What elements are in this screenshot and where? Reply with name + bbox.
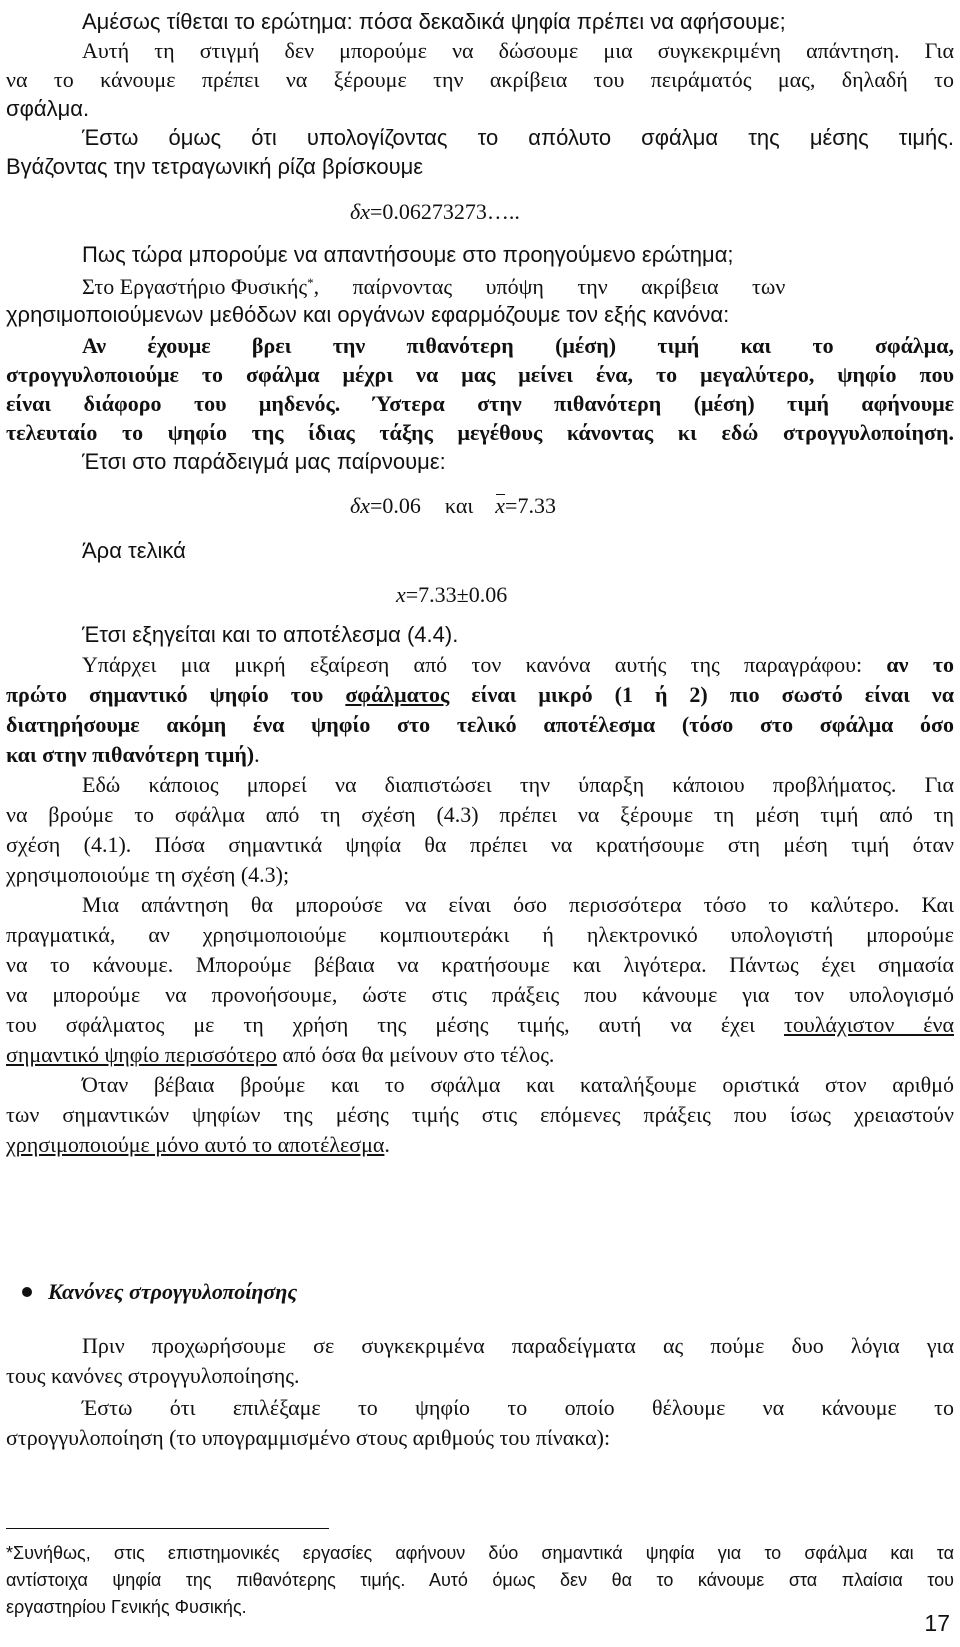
paragraph-line: Έστω ότι επιλέξαμε το ψηφίο το οποίο θέλουμε να κάνουμε το [82, 1395, 954, 1420]
paragraph-line: Έστω όμως ότι υπολογίζοντας το απόλυτο σφάλμα της μέσης τιμής. [82, 125, 954, 150]
paragraph-line: σφάλμα. [6, 96, 90, 121]
paragraph-line: Έτσι στο παράδειγμά μας παίρνουμε: [82, 449, 446, 474]
paragraph-line: Βγάζοντας την τετραγωνική ρίζα βρίσκουμε [6, 154, 424, 179]
bullet-icon [22, 1287, 32, 1297]
paragraph-line: σχέση (4.1). Πόσα σημαντικά ψηφία θα πρέπει να κρατήσουμε στη μέση τιμή όταν [6, 832, 954, 857]
paragraph-line: και στην πιθανότερη τιμή). [6, 742, 260, 767]
footnote-line: αντίστοιχα ψηφία της πιθανότερης τιμής. Αυτό όμως δεν θα το κάνουμε στα πλαίσια του [6, 1570, 954, 1590]
paragraph-line: χρησιμοποιούμε μόνο αυτό το αποτέλεσμα. [6, 1132, 390, 1157]
footnote-separator [6, 1528, 329, 1529]
paragraph-line: στρογγυλοποίηση (το υπογραμμισμένο στους αριθμούς του πίνακα): [6, 1425, 611, 1450]
page-number: 17 [924, 1610, 950, 1636]
footnote-line: εργαστηρίου Γενικής Φυσικής. [6, 1597, 247, 1617]
section-heading: Κανόνες στρογγυλοποίησης [48, 1279, 298, 1304]
paragraph-line: Όταν βέβαια βρούμε και το σφάλμα και καταλήξουμε οριστικά στον αριθμό [82, 1072, 954, 1097]
paragraph-line: πρώτο σημαντικό ψηφίο του σφάλματος είναι μικρό (1 ή 2) πιο σωστό είναι να [6, 682, 954, 707]
paragraph-line: Στο Εργαστήριο Φυσικής*, παίρνοντας υπόψη την ακρίβεια των [82, 274, 786, 299]
footnote-marker: * [307, 275, 314, 290]
rule-text-line: τελευταίο το ψηφίο της ίδιας τάξης μεγέθους κάνοντας κι εδώ στρογγυλοποίηση. [6, 420, 954, 445]
paragraph-line: σημαντικό ψηφίο περισσότερο από όσα θα μείνουν στο τέλος. [6, 1042, 555, 1067]
paragraph-line: πραγματικά, αν χρησιμοποιούμε κομπιουτεράκι ή ηλεκτρονικό υπολογιστή μπορούμε [6, 922, 954, 947]
paragraph-line: Άρα τελικά [82, 538, 186, 563]
footnote-line: *Συνήθως, στις επιστημονικές εργασίες αφήνουν δύο σημαντικά ψηφία για το σφάλμα και τα [6, 1543, 954, 1563]
paragraph-line: Έτσι εξηγείται και το αποτέλεσμα (4.4). [82, 622, 459, 647]
paragraph-line: των σημαντικών ψηφίων της μέσης τιμής στις επόμενες πράξεις που ίσως χρειαστούν [6, 1102, 954, 1127]
paragraph-line: χρησιμοποιούμε τη σχέση (4.3); [6, 862, 290, 887]
paragraph-line: Εδώ κάποιος μπορεί να διαπιστώσει την ύπαρξη κάποιου προβλήματος. Για [82, 772, 954, 797]
paragraph-line: διατηρήσουμε ακόμη ένα ψηφίο στο τελικό αποτέλεσμα (τόσο στο σφάλμα όσο [6, 712, 954, 737]
rule-text-line: στρογγυλοποιούμε το σφάλμα μέχρι να μας μείνει ένα, το μεγαλύτερο, ψηφίο που [6, 362, 954, 387]
rule-text-line: είναι διάφορο του μηδενός. Ύστερα στην πιθανότερη (μέση) τιμή αφήνουμε [6, 391, 954, 416]
paragraph-line: Αυτή τη στιγμή δεν μπορούμε να δώσουμε μια συγκεκριμένη απάντηση. Για [82, 38, 954, 63]
paragraph-line: τους κανόνες στρογγυλοποίησης. [6, 1363, 300, 1388]
paragraph-line: του σφάλματος με τη χρήση της μέσης τιμής, αυτή να έχει τουλάχιστον ένα [6, 1012, 954, 1037]
paragraph-line: Πως τώρα μπορούμε να απαντήσουμε στο προηγούμενο ερώτημα; [82, 242, 734, 267]
paragraph-line: να το κάνουμε πρέπει να ξέρουμε την ακρίβεια του πειράματός μας, δηλαδή το [6, 67, 954, 92]
paragraph-line: Πριν προχωρήσουμε σε συγκεκριμένα παραδείγματα ας πούμε δυο λόγια για [82, 1333, 954, 1358]
paragraph-line: να μπορούμε να προνοήσουμε, ώστε στις πράξεις που κάνουμε για τον υπολογισμό [6, 982, 954, 1007]
rule-text-line: Αν έχουμε βρει την πιθανότερη (μέση) τιμή και το σφάλμα, [82, 333, 954, 358]
paragraph-line: να το κάνουμε. Μπορούμε βέβαια να κρατήσουμε και λιγότερα. Πάντως έχει σημασία [6, 952, 954, 977]
paragraph-line: να βρούμε το σφάλμα από τη σχέση (4.3) πρέπει να ξέρουμε τη μέση τιμή από τη [6, 802, 954, 827]
paragraph-line: Αμέσως τίθεται το ερώτημα: πόσα δεκαδικά ψηφία πρέπει να αφήσουμε; [82, 9, 786, 34]
paragraph-line: Μια απάντηση θα μπορούσε να είναι όσο περισσότερα τόσο το καλύτερο. Και [82, 892, 954, 917]
equation-delta-x: δx=0.06273273….. [350, 199, 520, 224]
equation-delta-x-mean: δx=0.06 και x=7.33 [350, 493, 556, 518]
paragraph-line: χρησιμοποιούμενων μεθόδων και οργάνων εφαρμόζουμε τον εξής κανόνα: [6, 302, 730, 327]
paragraph-line: Υπάρχει μια μικρή εξαίρεση από τον κανόνα αυτής της παραγράφου: αν το [82, 652, 954, 677]
equation-final-result: x=7.33±0.06 [396, 582, 508, 607]
